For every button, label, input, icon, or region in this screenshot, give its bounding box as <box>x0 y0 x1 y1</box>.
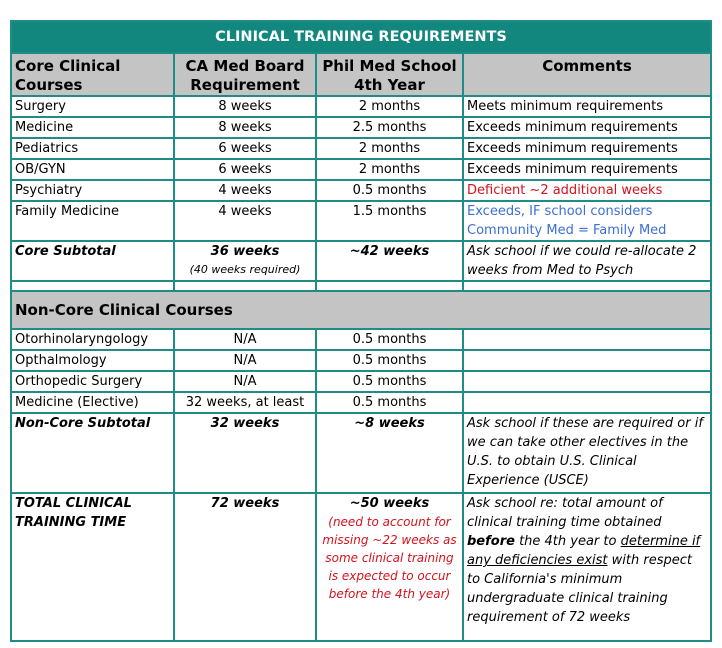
core-subtotal-ca-note: (40 weeks required) <box>189 263 301 276</box>
header-course: Core Clinical Courses <box>11 53 174 96</box>
total-phil-note: (need to account for missing ~22 weeks as some clinical training is expected to occur before the 4th year) <box>322 515 457 601</box>
core-ca: 8 weeks <box>174 96 316 117</box>
noncore-course: Medicine (Elective) <box>11 392 174 413</box>
noncore-ca: N/A <box>174 371 316 392</box>
core-comment: Meets minimum requirements <box>463 96 711 117</box>
noncore-subtotal-phil: ~8 weeks <box>316 413 463 493</box>
core-row <box>11 159 711 180</box>
noncore-subtotal-row <box>11 413 711 493</box>
core-subtotal-ca: 36 weeks <box>210 244 280 259</box>
core-ca: 4 weeks <box>174 180 316 201</box>
header-phil: Phil Med School 4th Year <box>316 53 463 96</box>
spacer-row <box>11 281 711 291</box>
noncore-ca: N/A <box>174 350 316 371</box>
core-course: Surgery <box>11 96 174 117</box>
core-course: OB/GYN <box>11 159 174 180</box>
noncore-header: Non-Core Clinical Courses <box>11 291 711 329</box>
total-label: TOTAL CLINICAL TRAINING TIME <box>11 493 174 641</box>
core-comment: Exceeds minimum requirements <box>463 138 711 159</box>
core-row <box>11 201 711 241</box>
core-ca: 6 weeks <box>174 159 316 180</box>
noncore-comment <box>463 392 711 413</box>
noncore-comment <box>463 371 711 392</box>
noncore-phil: 0.5 months <box>316 392 463 413</box>
core-ca: 8 weeks <box>174 117 316 138</box>
noncore-row <box>11 329 711 350</box>
noncore-comment <box>463 350 711 371</box>
core-phil: 0.5 months <box>316 180 463 201</box>
noncore-row <box>11 392 711 413</box>
noncore-phil: 0.5 months <box>316 371 463 392</box>
noncore-subtotal-comment: Ask school if these are required or if we can take other electives in the U.S. to obtain U.S. Clinical Experience (USCE) <box>463 413 711 493</box>
core-course: Medicine <box>11 117 174 138</box>
header-row <box>11 53 711 96</box>
noncore-comment <box>463 329 711 350</box>
header-comments: Comments <box>463 53 711 96</box>
noncore-row <box>11 350 711 371</box>
noncore-phil: 0.5 months <box>316 329 463 350</box>
core-comment: Exceeds, IF school considers Community Med = Family Med <box>463 201 711 241</box>
core-phil: 2 months <box>316 138 463 159</box>
clinical-training-table <box>10 20 712 642</box>
core-comment: Exceeds minimum requirements <box>463 159 711 180</box>
core-row <box>11 117 711 138</box>
core-phil: 2 months <box>316 159 463 180</box>
noncore-header-row <box>11 291 711 329</box>
noncore-course: Otorhinolaryngology <box>11 329 174 350</box>
noncore-course: Opthalmology <box>11 350 174 371</box>
noncore-phil: 0.5 months <box>316 350 463 371</box>
core-subtotal-label: Core Subtotal <box>11 241 174 281</box>
core-ca: 4 weeks <box>174 201 316 241</box>
noncore-subtotal-label: Non-Core Subtotal <box>11 413 174 493</box>
noncore-ca: N/A <box>174 329 316 350</box>
noncore-course: Orthopedic Surgery <box>11 371 174 392</box>
core-row <box>11 96 711 117</box>
core-phil: 2 months <box>316 96 463 117</box>
total-comment <box>463 493 711 641</box>
core-phil: 2.5 months <box>316 117 463 138</box>
total-ca: 72 weeks <box>174 493 316 641</box>
noncore-ca: 32 weeks, at least <box>174 392 316 413</box>
core-subtotal-phil: ~42 weeks <box>316 241 463 281</box>
total-row <box>11 493 711 641</box>
core-comment: Exceeds minimum requirements <box>463 117 711 138</box>
total-comment-underline: determine if any deficiencies exist <box>467 534 701 568</box>
total-comment-part: Ask school re: total amount of clinical training time obtained <box>467 496 663 530</box>
core-row <box>11 180 711 201</box>
header-ca: CA Med Board Requirement <box>174 53 316 96</box>
core-comment: Deficient ~2 additional weeks <box>463 180 711 201</box>
noncore-subtotal-ca: 32 weeks <box>174 413 316 493</box>
noncore-row <box>11 371 711 392</box>
total-comment-part: with respect to California's minimum undergraduate clinical training requirement of 72 weeks <box>467 553 692 625</box>
total-comment-bold: before <box>467 534 515 549</box>
total-comment-part: the 4th year to <box>514 534 621 549</box>
core-course: Family Medicine <box>11 201 174 241</box>
core-subtotal-comment: Ask school if we could re-allocate 2 weeks from Med to Psych <box>463 241 711 281</box>
core-phil: 1.5 months <box>316 201 463 241</box>
core-ca: 6 weeks <box>174 138 316 159</box>
core-row <box>11 138 711 159</box>
total-phil: ~50 weeks <box>349 496 430 511</box>
table-title: CLINICAL TRAINING REQUIREMENTS <box>11 21 711 53</box>
core-course: Psychiatry <box>11 180 174 201</box>
core-course: Pediatrics <box>11 138 174 159</box>
core-subtotal-row <box>11 241 711 281</box>
